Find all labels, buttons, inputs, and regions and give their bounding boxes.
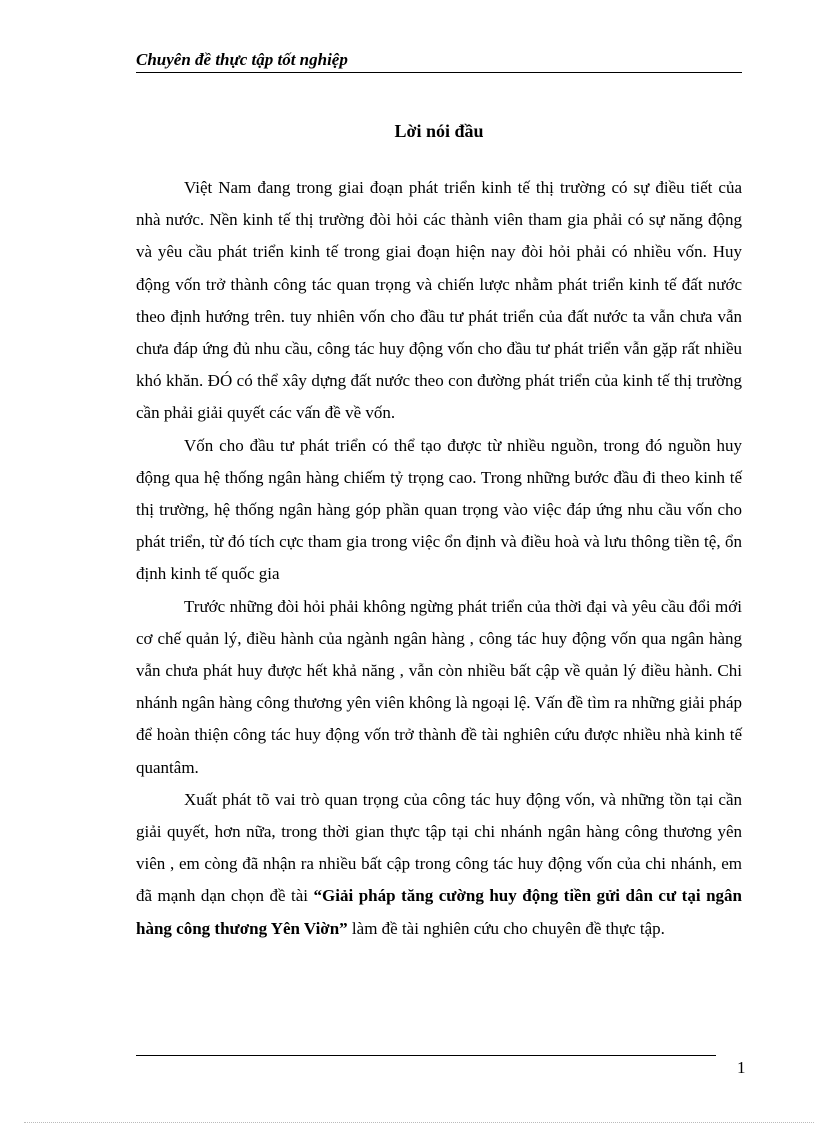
document-body	[136, 172, 742, 945]
thesis-topic-title: “Giải pháp tăng cường huy động tiền gửi dân cư tại ngân hàng công thương Yên Viờn”	[136, 886, 742, 938]
paragraph-4-end: làm đề tài nghiên cứu cho chuyên đề thực tập.	[347, 918, 665, 938]
page-number: 1	[737, 1058, 746, 1077]
footer-rule	[136, 1055, 716, 1056]
page-header	[136, 48, 742, 73]
document-title: Lời nói đầu	[394, 121, 484, 141]
paragraph-1: Việt Nam đang trong giai đoạn phát triển kinh tế thị trường có sự điều tiết của nhà nước. Nền kinh tế thị trường đòi hỏi các thành viên tham gia phải có sự năng động và yêu cầu phát triển kinh tế trong giai đoạn hiện nay đòi hỏi phải có nhiều vốn. Huy động vốn trở thành công tác quan trọng và chiến lược nhằm phát triển kinh tế đất nước theo định hướng trên. tuy nhiên vốn cho đầu tư phát triển của đất nước ta vẫn chưa vẫn chưa đáp ứng đủ nhu cầu, công tác huy động vốn cho đầu tư phát triển vẫn gặp rất nhiều khó khăn. ĐÓ có thể xây dựng đất nước theo con đường phát triển của kinh tế thị trường cần phải giải quyết các vấn đề về vốn.	[136, 178, 742, 423]
paragraph-4-start: Xuất phát tõ vai trò quan trọng của công tác huy động vốn, và những tồn tại cần giải quyết, hơn nữa, trong thời gian thực tập tại chi nhánh ngân hàng công thương yên viên , em còng đã nhận ra nhiều bất cập trong công tác huy động vốn của chi nhánh, em đã mạnh dạn chọn đề tài	[136, 789, 742, 906]
paragraph-4	[136, 784, 742, 945]
paragraph-2: Vốn cho đầu tư phát triển có thể tạo được từ nhiều nguồn, trong đó nguồn huy động qua hệ thống ngân hàng chiếm tỷ trọng cao. Trong những bước đầu đi theo kinh tế thị trường, hệ thống ngân hàng góp phần quan trọng vào việc đáp ứng nhu cầu vốn cho phát triển, từ đó tích cực tham gia trong việc ổn định và điều hoà và lưu thông tiền tệ, ổn định kinh tế quốc gia	[136, 435, 742, 584]
header-title: Chuyên đề thực tập tốt nghiệp	[136, 50, 348, 69]
paragraph-3: Trước những đòi hỏi phải không ngừng phát triển của thời đại và yêu cầu đổi mới cơ chế quản lý, điều hành của ngành ngân hàng , công tác huy động vốn qua ngân hàng vẫn chưa phát huy được hết khả năng , vẫn còn nhiều bất cập về quản lý điều hành. Chi nhánh ngân hàng công thương yên viên không là ngoại lệ. Vấn đề tìm ra những giải pháp để hoàn thiện công tác huy động vốn trở thành đề tài nghiên cứu được nhiều nhà kinh tế quantâm.	[136, 596, 742, 777]
